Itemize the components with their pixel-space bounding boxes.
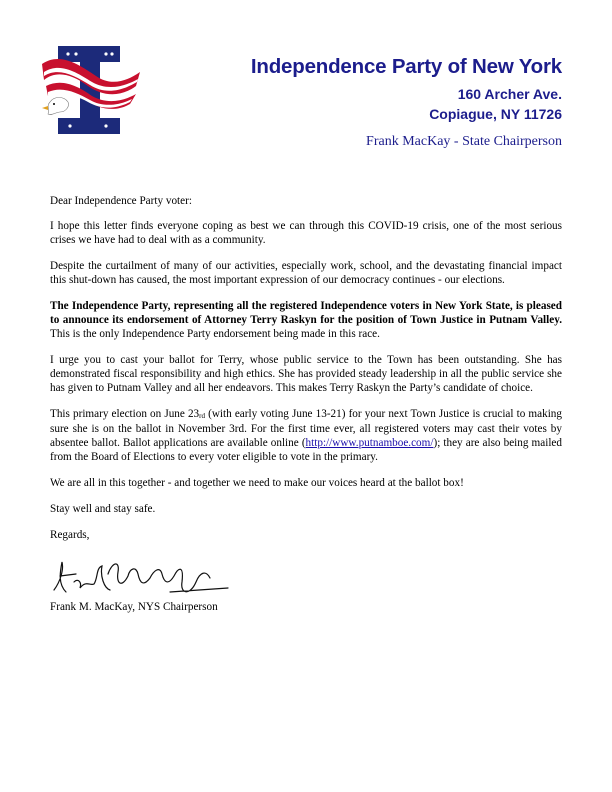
paragraph-7: Stay well and stay safe.: [50, 503, 156, 515]
signer-line: Frank M. MacKay, NYS Chairperson: [50, 601, 218, 613]
p5-text-c: ); they are also being mailed from the Board of Elections to every voter eligible to vote in the primary.: [50, 437, 562, 463]
endorsement-note: This is the only Independence Party endorsement being made in this race.: [50, 328, 380, 340]
paragraph-1: I hope this letter finds everyone coping as best we can through this COVID-19 crisis, one of the most serious crises we have had to deal with as a community.: [50, 220, 562, 246]
signature-image: [50, 552, 230, 604]
paragraph-5: [50, 407, 562, 464]
paragraph-6: We are all in this together - and together we need to make our voices heard at the ballot box!: [50, 477, 464, 489]
paragraph-3: [50, 299, 562, 341]
address-line-1: 160 Archer Ave.: [457, 86, 562, 102]
ordinal-suffix: rd: [199, 412, 205, 420]
paragraph-4: I urge you to cast your ballot for Terry, whose public service to the Town has been outstanding. She has demonstrated fiscal responsibility and high ethics. She has provided steady leadership in all the public service she has given to Putnam Valley and all her endeavors. This makes Terry Raskyn the Party’s candidate of choice.: [50, 354, 562, 394]
p5-text-a: This primary election on June 23: [50, 408, 200, 420]
address-line-2: Copiague, NY 11726: [429, 106, 562, 122]
paragraph-2: Despite the curtailment of many of our activities, especially work, school, and the devastating financial impact this shut-down has caused, the most important expression of our democracy continues - our elections.: [50, 260, 562, 286]
salutation: Dear Independence Party voter:: [50, 195, 192, 207]
closing: Regards,: [50, 529, 90, 541]
letter-body: [50, 194, 562, 626]
boe-link[interactable]: http://www.putnamboe.com/: [305, 437, 434, 449]
party-logo: [40, 42, 144, 138]
p5-text-b: (with early voting June 13-21) for your next Town Justice is crucial to making sure she is on the ballot in November 3rd. For the first time ever, all registered voters may cast their votes by absentee ballot. Ballot applications are available online (: [50, 408, 562, 449]
org-name: Independence Party of New York: [250, 55, 562, 78]
chairperson-line: Frank MacKay - State Chairperson: [366, 134, 562, 149]
endorsement-announcement: The Independence Party, representing all the registered Independence voters in New York State, is pleased to announce its endorsement of Attorney Terry Raskyn for the position of Town Justice in Putnam Valley.: [50, 300, 562, 326]
